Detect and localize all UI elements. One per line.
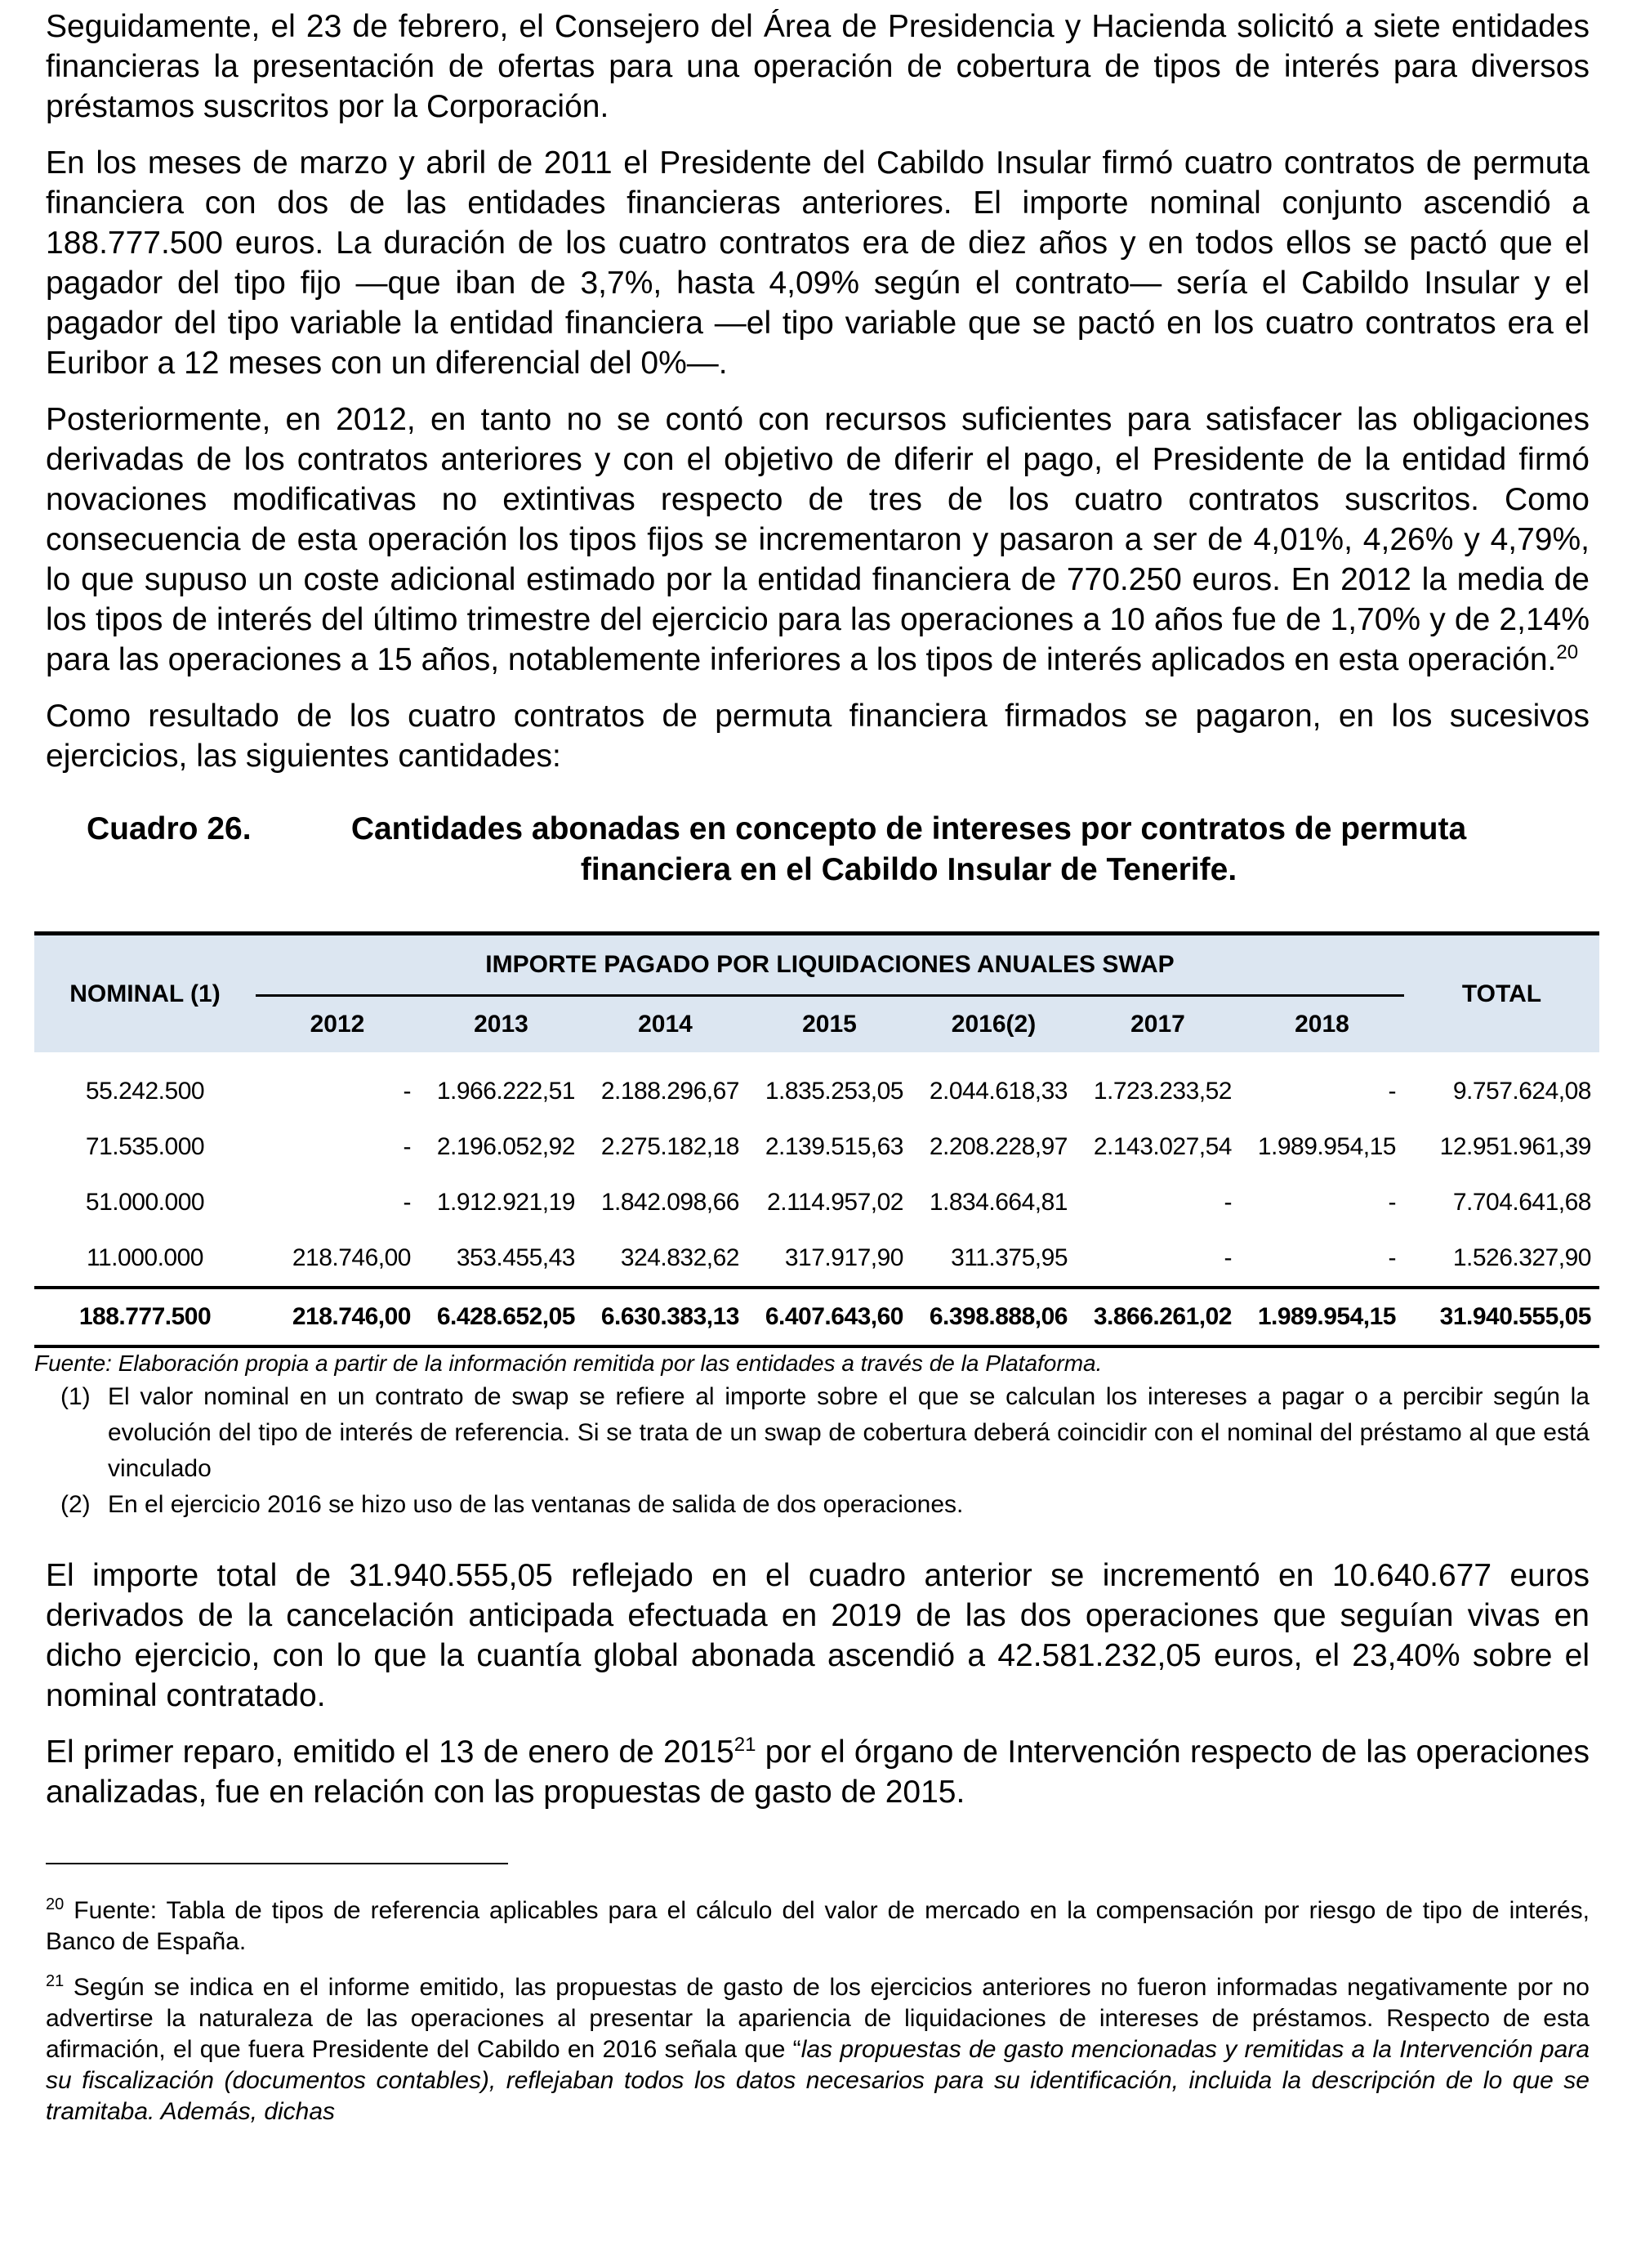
- footnote-21-text: Según se indica en el informe emitido, las propuestas de gasto de los ejercicios anteriores no fueron informadas negativamente por no advertirse la naturaleza de las operaciones al presentar la apariencia de liquidaciones de intereses de préstamos. Respecto de esta afirmación, el que fuera Presidente del Cabildo en 2016 señala que “: [46, 1974, 1590, 2063]
- cell-total: 12.951.961,39: [1439, 1133, 1591, 1160]
- table-note-text: En el ejercicio 2016 se hizo uso de las ventanas de salida de dos operaciones.: [108, 1491, 964, 1518]
- footnote-ref-20[interactable]: 20: [1556, 641, 1579, 663]
- table-note-number: (2): [60, 1491, 91, 1518]
- total-cell: 6.398.888,06: [929, 1303, 1068, 1330]
- table-cell: 2.188.296,67: [600, 1078, 739, 1105]
- header-group: IMPORTE PAGADO POR LIQUIDACIONES ANUALES SWAP: [256, 934, 1404, 996]
- table-row: [34, 1119, 1599, 1175]
- paragraph-3: [46, 400, 1590, 680]
- footnote-20-number: 20: [46, 1895, 65, 1913]
- header-year: 2012: [256, 996, 419, 1053]
- table-cell: 2.208.228,97: [929, 1133, 1068, 1160]
- table-note: [46, 1379, 1590, 1487]
- table-note-number: (1): [60, 1383, 91, 1410]
- table-cell: 2.275.182,18: [600, 1133, 739, 1160]
- cell-nominal: 11.000.000: [87, 1244, 203, 1271]
- table-note-text: El valor nominal en un contrato de swap se refiere al importe sobre el que se calculan los intereses a pagar o a percibir según la evolución del tipo de interés de referencia. Si se trata de un swap de cobertura deberá coincidir con el nominal del préstamo al que está vinculado: [108, 1383, 1590, 1482]
- table-cell: 2.139.515,63: [765, 1133, 903, 1160]
- cell-total: 9.757.624,08: [1452, 1078, 1591, 1105]
- total-cell: 1.989.954,15: [1257, 1303, 1396, 1330]
- table-row: [34, 1175, 1599, 1230]
- grand-total: 31.940.555,05: [1439, 1303, 1591, 1330]
- paragraph-6: [46, 1732, 1590, 1812]
- footnote-20-text: Fuente: Tabla de tipos de referencia aplicables para el cálculo del valor de mercado en la compensación por riesgo de tipo de interés, Banco de España.: [46, 1897, 1590, 1955]
- table-cell: 1.834.664,81: [929, 1189, 1068, 1216]
- table-cell: 317.917,90: [784, 1244, 903, 1271]
- table-caption-number: Cuadro 26.: [87, 811, 252, 846]
- table-total-row: [34, 1288, 1599, 1346]
- cell-nominal: 55.242.500: [85, 1078, 205, 1105]
- total-nominal: 188.777.500: [78, 1303, 212, 1330]
- total-cell: 6.428.652,05: [436, 1303, 575, 1330]
- header-year: 2016(2): [912, 996, 1076, 1053]
- table-cell: -: [1388, 1189, 1396, 1216]
- table-row: [34, 1230, 1599, 1288]
- total-cell: 6.407.643,60: [765, 1303, 903, 1330]
- table-cell: 1.989.954,15: [1257, 1133, 1396, 1160]
- table-cell: -: [1224, 1189, 1232, 1216]
- paragraph-3-text: Posteriormente, en 2012, en tanto no se contó con recursos suficientes para satisfacer las obligaciones derivadas de los contratos anteriores y con el objetivo de diferir el pago, el Presidente de la entidad firmó novaciones modificativas no extintivas respecto de tres de los cuatro contratos suscritos. Como consecuencia de esta operación los tipos fijos se incrementaron y pasaron a ser de 4,01%, 4,26% y 4,79%, lo que supuso un coste adicional estimado por la entidad financiera de 770.250 euros. En 2012 la media de los tipos de interés del último trimestre del ejercicio para las operaciones a 10 años fue de 1,70% y de 2,14% para las operaciones a 15 años, notablemente inferiores a los tipos de interés aplicados en esta operación.: [46, 402, 1590, 677]
- table-caption-text: Cantidades abonadas en concepto de intereses por contratos de permuta financiera en el Cabildo Insular de Tenerife.: [350, 811, 1467, 887]
- table-cell: 353.455,43: [456, 1244, 575, 1271]
- header-total: TOTAL: [1404, 934, 1599, 1053]
- table-source: Fuente: Elaboración propia a partir de la información remitida por las entidades a través de la Plataforma.: [34, 1351, 1103, 1376]
- footnote-20: [46, 1895, 1590, 1958]
- page-content: [34, 7, 1591, 2142]
- footnote-21-number: 21: [46, 1972, 65, 1990]
- cell-total: 1.526.327,90: [1452, 1244, 1591, 1271]
- total-cell: 6.630.383,13: [600, 1303, 739, 1330]
- paragraph-4: Como resultado de los cuatro contratos de permuta financiera firmados se pagaron, en los sucesivos ejercicios, las siguientes cantidades:: [46, 699, 1590, 774]
- cell-nominal: 51.000.000: [85, 1189, 205, 1216]
- header-year: 2013: [419, 996, 583, 1053]
- table-cell: 2.143.027,54: [1093, 1133, 1232, 1160]
- table-cell: -: [1224, 1244, 1232, 1271]
- footnote-ref-21[interactable]: 21: [734, 1734, 756, 1756]
- header-year: 2017: [1076, 996, 1240, 1053]
- table-cell: 218.746,00: [292, 1244, 411, 1271]
- paragraph-2: En los meses de marzo y abril de 2011 el Presidente del Cabildo Insular firmó cuatro contratos de permuta financiera con dos de las entidades financieras anteriores. El importe nominal conjunto ascendió a 188.777.500 euros. La duración de los cuatro contratos era de diez años y en todos ellos se pactó que el pagador del tipo fijo —que iban de 3,7%, hasta 4,09% según el contrato— sería el Cabildo Insular y el pagador del tipo variable la entidad financiera —el tipo variable que se pactó en los cuatro contratos era el Euribor a 12 meses con un diferencial del 0%—.: [46, 145, 1590, 381]
- footnote-21: [46, 1972, 1590, 2127]
- header-year: 2014: [583, 996, 747, 1053]
- paragraph-1: Seguidamente, el 23 de febrero, el Consejero del Área de Presidencia y Hacienda solicitó a siete entidades financieras la presentación de ofertas para una operación de cobertura de tipos de interés para diversos préstamos suscritos por la Corporación.: [46, 9, 1590, 124]
- table-cell: 1.912.921,19: [436, 1189, 575, 1216]
- table-cell: 311.375,95: [951, 1244, 1068, 1271]
- header-year: 2015: [747, 996, 912, 1053]
- table-cell: -: [403, 1189, 411, 1216]
- table-cell: -: [1388, 1078, 1396, 1105]
- table-cell: -: [1388, 1244, 1396, 1271]
- cell-total: 7.704.641,68: [1452, 1189, 1591, 1216]
- table-note: [46, 1487, 1590, 1523]
- table-cell: 2.196.052,92: [436, 1133, 575, 1160]
- paragraph-6-text-b: por el órgano de Intervención respecto de las operaciones analizadas, fue en relación con las propuestas de gasto de 2015.: [46, 1734, 1590, 1810]
- footnote-separator: [46, 1863, 508, 1864]
- paragraph-6-text-a: El primer reparo, emitido el 13 de enero de 2015: [46, 1734, 734, 1770]
- table-cell: 1.966.222,51: [436, 1078, 575, 1105]
- table-cell: -: [403, 1133, 411, 1160]
- total-cell: 3.866.261,02: [1093, 1303, 1232, 1330]
- table-cell: 1.835.253,05: [765, 1078, 903, 1105]
- total-cell: 218.746,00: [292, 1303, 411, 1330]
- table-cell: -: [403, 1078, 411, 1105]
- table-row: [34, 1052, 1599, 1119]
- header-year: 2018: [1240, 996, 1404, 1053]
- table-cell: 324.832,62: [620, 1244, 739, 1271]
- table-cell: 2.114.957,02: [767, 1189, 903, 1216]
- table-cell: 2.044.618,33: [929, 1078, 1068, 1105]
- footnote-21-quote: las propuestas de gasto mencionadas y remitidas a la Intervención para su fiscalización (documentos contables), reflejaban todos los datos necesarios para su identificación, incluida la descripción de lo que se tramitaba. Además, dichas: [46, 2036, 1590, 2125]
- table-cell: 1.842.098,66: [600, 1189, 739, 1216]
- table-cell: 1.723.233,52: [1093, 1078, 1232, 1105]
- cell-nominal: 71.535.000: [85, 1133, 205, 1160]
- swap-payments-table: [34, 931, 1599, 1348]
- paragraph-5: El importe total de 31.940.555,05 reflejado en el cuadro anterior se incrementó en 10.640.677 euros derivados de la cancelación anticipada efectuada en 2019 de las dos operaciones que seguían vivas en dicho ejercicio, con lo que la cuantía global abonada ascendió a 42.581.232,05 euros, el 23,40% sobre el nominal contratado.: [46, 1558, 1590, 1713]
- table-notes: [46, 1379, 1590, 1523]
- header-nominal: NOMINAL (1): [34, 934, 256, 1053]
- table-caption: [46, 809, 1590, 891]
